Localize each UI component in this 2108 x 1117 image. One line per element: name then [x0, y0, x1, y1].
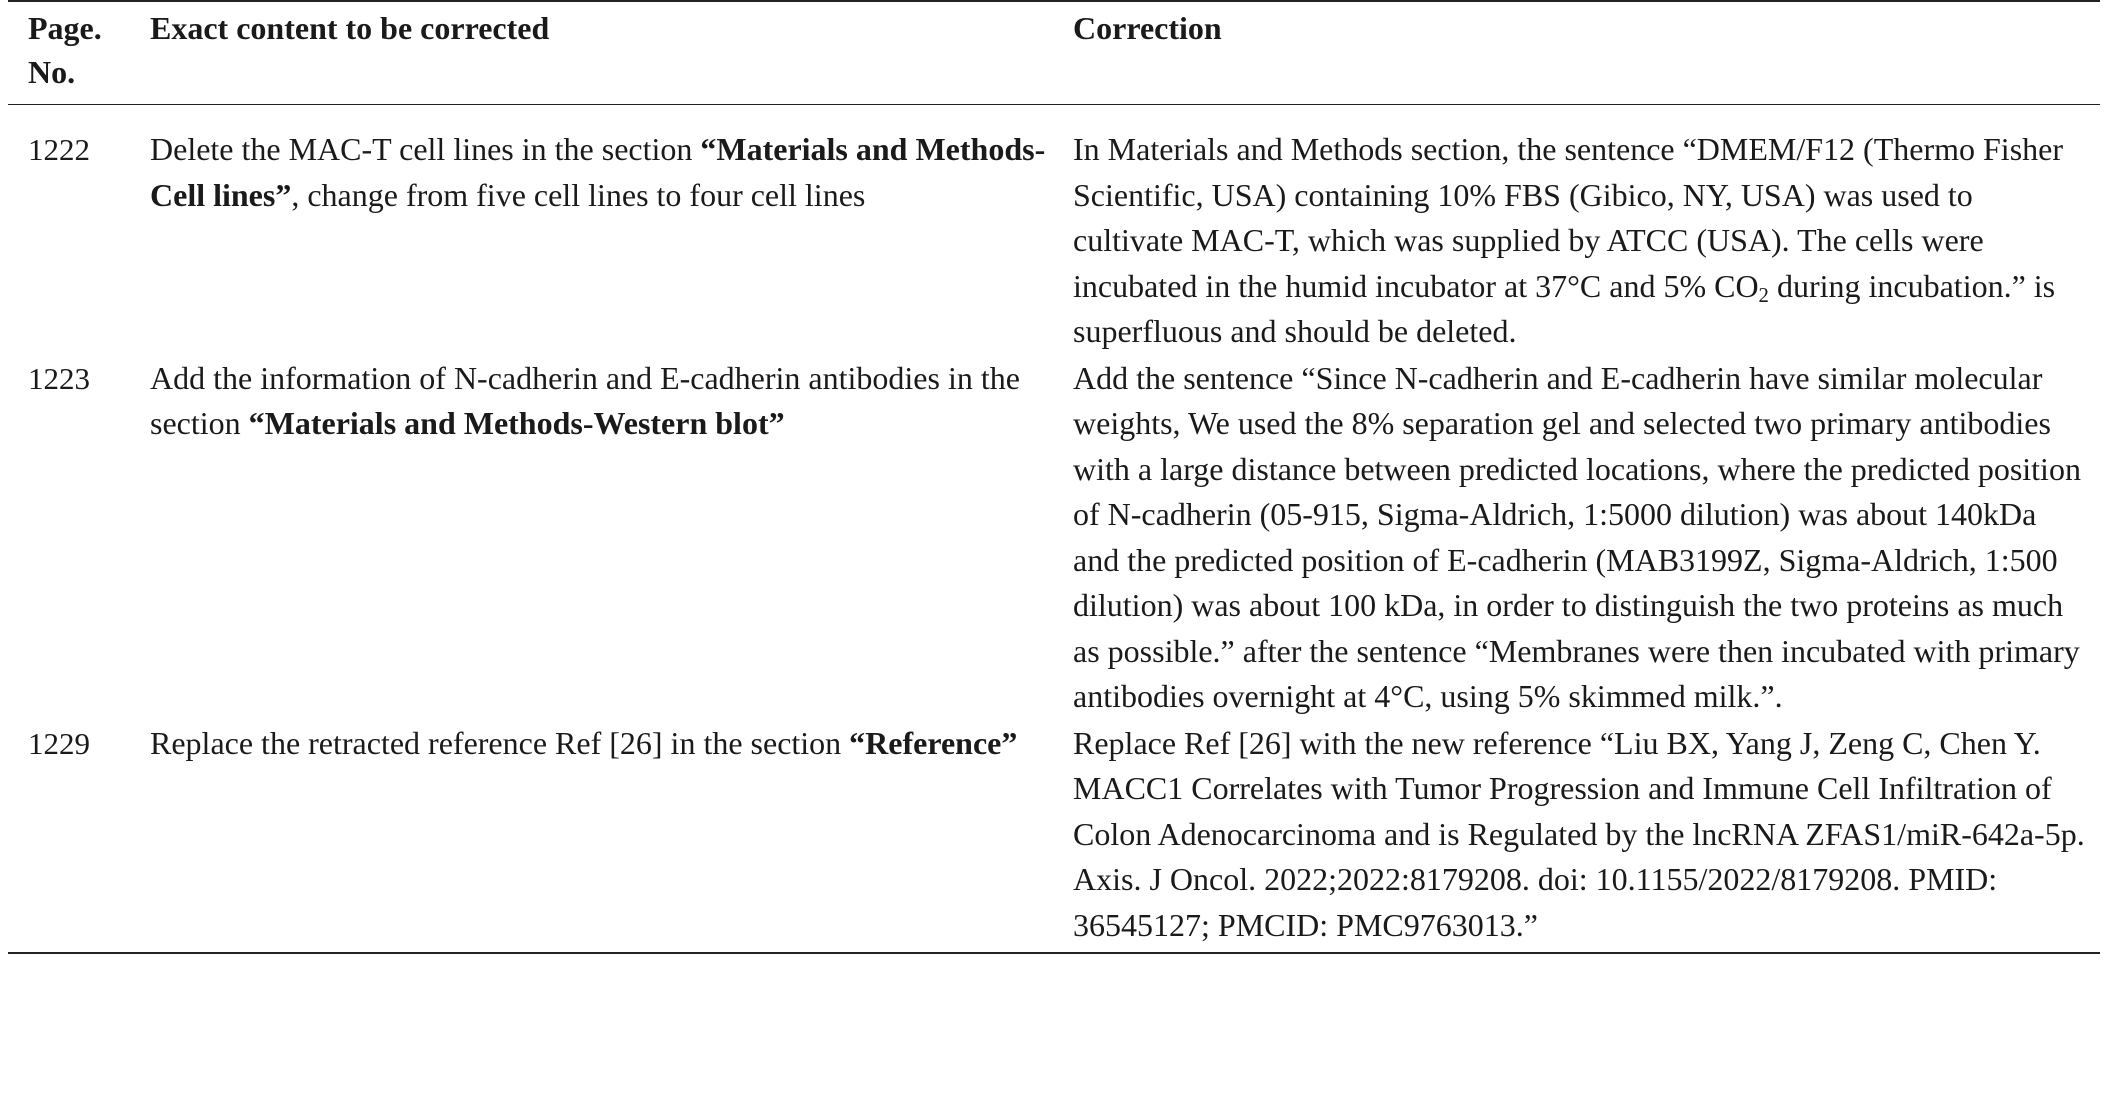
header-page-no-line2: No. [28, 54, 76, 90]
header-page-no [8, 1, 140, 105]
section-name: “Materials and Methods-Western blot” [248, 405, 785, 441]
exact-content-text: Add the information of N-cadherin and E-cadherin antibodies in the section [150, 359, 1020, 441]
page-number-cell: 1223 [28, 360, 90, 396]
header-exact-content: Exact content to be corrected [150, 10, 550, 46]
header-page-no-line1: Page. [28, 10, 102, 46]
corrections-table-container [8, 0, 2100, 954]
page-number-cell: 1229 [28, 725, 90, 761]
correction-text: In Materials and Methods section, the sentence “DMEM/F12 (Thermo Fisher Scientific, USA) containing 10% FBS (Gibico, NY, USA) was used to cultivate MAC-T, which was supplied by ATCC (USA). The cells were incubated in the humid incubator at 37°C and 5% CO [1073, 131, 2063, 304]
correction-text-tail: during incubation.” is superfluous and should be deleted. [1073, 267, 2056, 349]
page-number-cell: 1222 [28, 132, 90, 167]
corrections-table [8, 0, 2100, 954]
correction-cell [1063, 105, 2100, 356]
correction-cell: Add the sentence “Since N-cadherin and E-cadherin have similar molecular weights, We used the 8% separation gel and selected two primary antibodies with a large distance between predicted locations, where the predicted position of N-cadherin (05-915, Sigma-Aldrich, 1:5000 dilution) was about 140kDa and the predicted position of E-cadherin (MAB3199Z, Sigma-Aldrich, 1:500 dilution) was about 100 kDa, in order to distinguish the two proteins as much as possible.” after the sentence “Membranes were then incubated with primary antibodies overnight at 4°C, using 5% skimmed milk.”. [1073, 359, 2081, 714]
exact-content-text: Replace the retracted reference Ref [26] in the section [150, 724, 850, 761]
exact-content-cell [140, 721, 1063, 954]
table-header [8, 1, 2100, 105]
table-body [8, 105, 2100, 954]
table-row [8, 721, 2100, 954]
table-row [8, 105, 2100, 356]
section-name: “Materials and Methods-Cell lines” [150, 131, 1046, 213]
correction-cell: Replace Ref [26] with the new reference “Liu BX, Yang J, Zeng C, Chen Y. MACC1 Correlates with Tumor Progression and Immune Cell Infiltration of Colon Adenocarcinoma and is Regulated by the lncRNA ZFAS1/miR-642a-5p. Axis. J Oncol. 2022;2022:8179208. doi: 10.1155/2022/8179208. PMID: 36545127; PMCID: PMC9763013.” [1073, 724, 2085, 943]
header-correction: Correction [1073, 10, 1222, 46]
exact-content-text: Delete the MAC-T cell lines in the section [150, 131, 701, 167]
exact-content-cell [140, 105, 1063, 356]
co2-subscript: 2 [1758, 283, 1769, 307]
header-row [8, 1, 2100, 105]
table-row [8, 356, 2100, 721]
section-name: “Reference” [849, 724, 1018, 761]
exact-content-cell [140, 356, 1063, 721]
exact-content-text-tail: , change from five cell lines to four cell lines [291, 176, 866, 213]
